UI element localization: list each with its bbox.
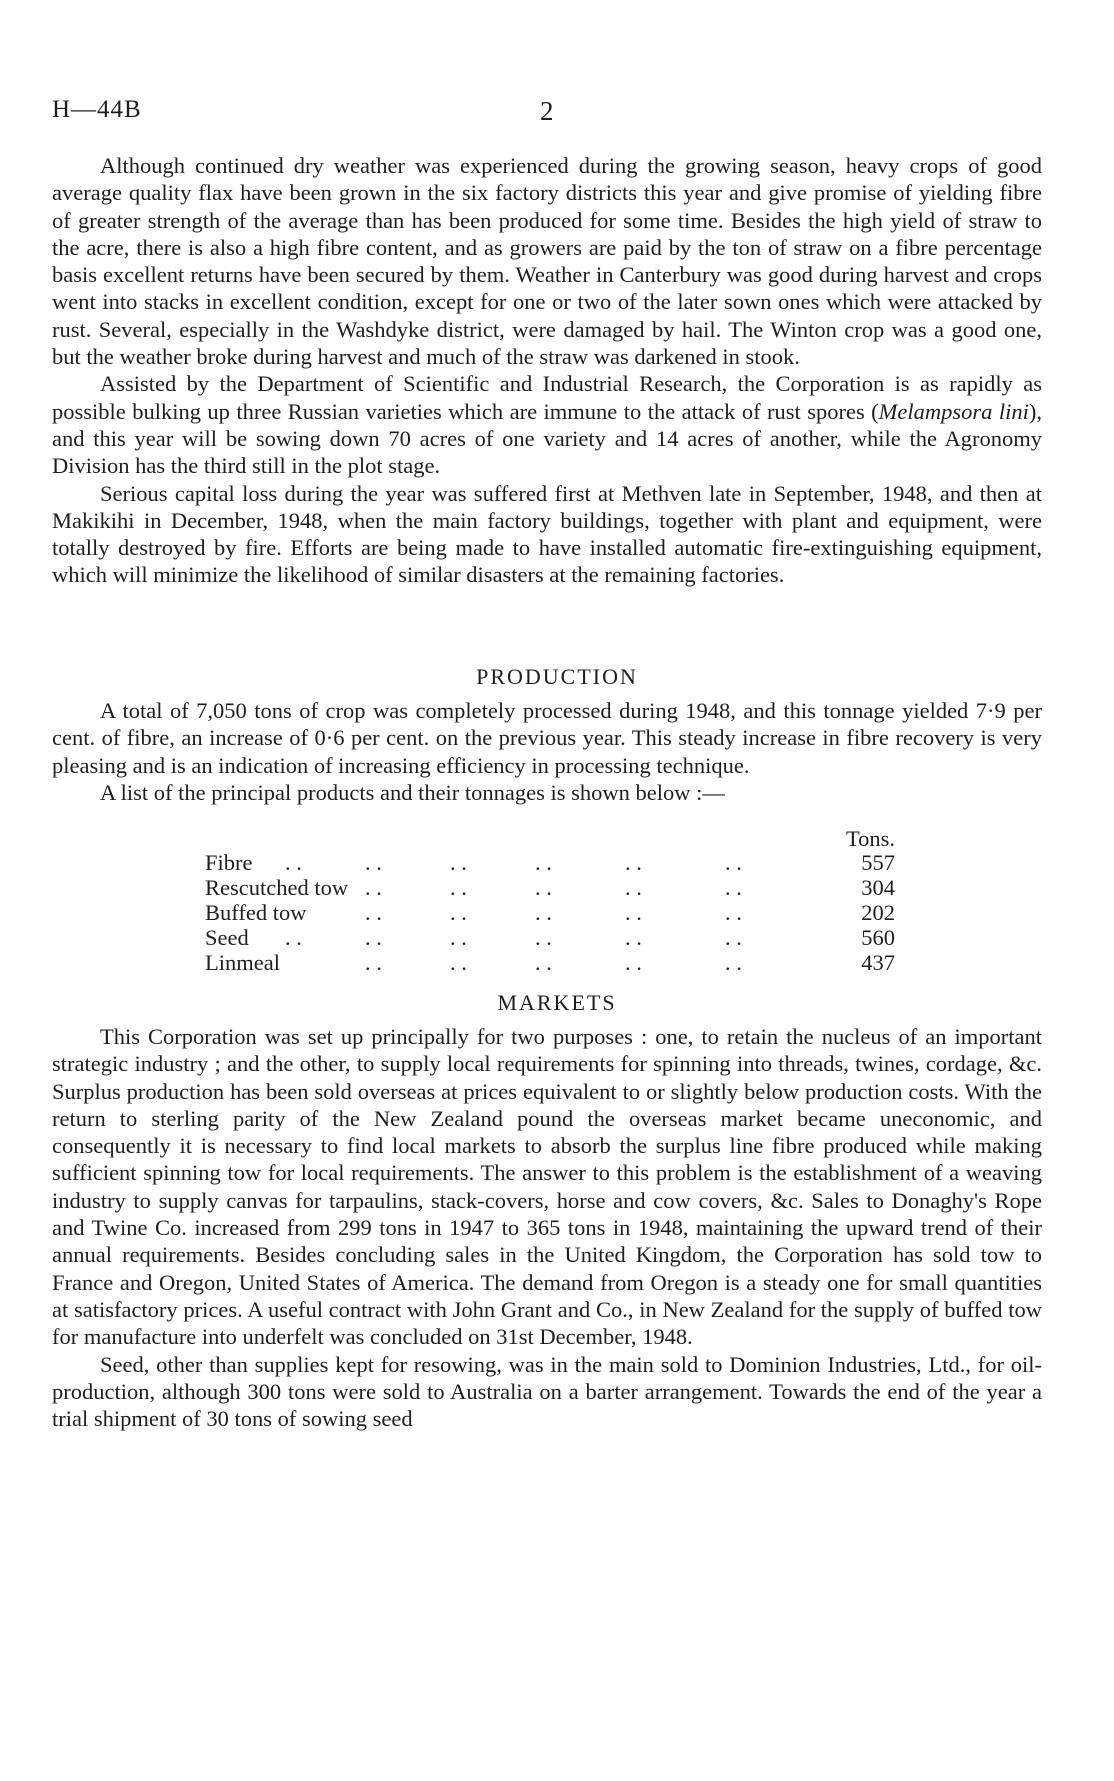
document-reference: H—44B: [52, 96, 142, 123]
markets-section: [52, 1023, 1042, 1432]
leader-dots: . . . . . . . . . .: [365, 900, 742, 925]
section-heading-markets: MARKETS: [497, 990, 617, 1015]
table-row: [205, 850, 895, 878]
product-name: Seed: [205, 925, 249, 950]
product-tons: 304: [861, 875, 895, 900]
paragraph: Seed, other than supplies kept for resowing, was in the main sold to Dominion Industries, Ltd., for oil-production, although 300 tons were sold to Australia on a barter arrangement. Towards the end of the year a trial shipment of 30 tons of sowing seed: [52, 1351, 1042, 1432]
product-name: Linmeal: [205, 950, 280, 975]
product-tons: 202: [861, 900, 895, 925]
paragraph: Serious capital loss during the year was suffered first at Methven late in September, 1948, and then at Makikihi in December, 1948, when the main factory buildings, together with plant and equipment, were totally destroyed by fire. Efforts are being made to have installed automatic fire-extinguishing equipment, which will minimize the likelihood of similar disasters at the remaining factories.: [52, 480, 1042, 588]
paragraph: A list of the principal products and their tonnages is shown below :—: [100, 779, 725, 805]
section-heading-production: PRODUCTION: [476, 664, 638, 689]
product-tons: 557: [861, 850, 895, 875]
table-row: [205, 900, 895, 928]
products-table: [205, 826, 895, 976]
table-row: [205, 925, 895, 953]
page-number: 2: [540, 96, 554, 126]
product-name: Rescutched tow: [205, 875, 349, 900]
product-tons: 437: [861, 950, 895, 975]
product-tons: 560: [861, 925, 895, 950]
leader-dots: . . . . . . . . . .: [365, 875, 742, 900]
leader-dots: . . . . . . . . . .: [365, 950, 742, 975]
species-name: Melampsora lini: [878, 398, 1029, 424]
leader-dots: . . . . . . . . . . . .: [285, 925, 742, 950]
intro-section: [52, 152, 1042, 589]
paragraph: Although continued dry weather was experienced during the growing season, heavy crops of good average quality flax have been grown in the six factory districts this year and give promise of yielding fibre of greater strength of the average than has been produced for some time. Besides the high yield of straw to the acre, there is also a high fibre content, and as growers are paid by the ton of straw on a fibre percentage basis excellent returns have been secured by them. Weather in Canterbury was good during harvest and crops went into stacks in excellent condition, except for one or two of the later sown ones which were attacked by rust. Several, especially in the Washdyke district, were damaged by hail. The Winton crop was a good one, but the weather broke during harvest and much of the straw was darkened in stook.: [52, 153, 1042, 370]
production-section: [52, 697, 1042, 806]
product-name: Buffed tow: [205, 900, 307, 925]
paragraph: This Corporation was set up principally for two purposes : one, to retain the nucleus of an important strategic industry ; and the other, to supply local requirements for spinning into threads, twines, cordage, &c. Surplus production has been sold overseas at prices equivalent to or slightly below production costs. With the return to sterling parity of the New Zealand pound the overseas market became uneconomic, and consequently it is necessary to find local markets to absorb the surplus line fibre produced while making sufficient spinning tow for local requirements. The answer to this problem is the establishment of a weaving industry to supply canvas for tarpaulins, stack-covers, horse and cow covers, &c. Sales to Donaghy's Rope and Twine Co. increased from 299 tons in 1947 to 365 tons in 1948, maintaining the upward trend of their annual requirements. Besides concluding sales in the United Kingdom, the Corporation has sold tow to France and Oregon, United States of America. The demand from Oregon is a steady one for small quantities at satisfactory prices. A useful contract with John Grant and Co., in New Zealand for the supply of buffed tow for manufacture into underfelt was concluded on 31st December, 1948.: [52, 1024, 1042, 1350]
product-name: Fibre: [205, 850, 253, 875]
leader-dots: . . . . . . . . . . . .: [285, 850, 742, 875]
table-row: [205, 875, 895, 903]
units-header: Tons.: [845, 826, 895, 851]
paragraph: Assisted by the Department of Scientific and Industrial Research, the Corporation is as rapidly as possible bulking up three Russian varieties which are immune to the attack of rust spores (Melampsora lini), and this year will be sowing down 70 acres of one variety and 14 acres of another, while the Agronomy Division has the third still in the plot stage.: [52, 371, 1042, 479]
table-row: [205, 950, 895, 978]
paragraph: A total of 7,050 tons of crop was completely processed during 1948, and this tonnage yielded 7·9 per cent. of fibre, an increase of 0·6 per cent. on the previous year. This steady increase in fibre recovery is very pleasing and is an indication of increasing efficiency in processing technique.: [52, 698, 1042, 778]
